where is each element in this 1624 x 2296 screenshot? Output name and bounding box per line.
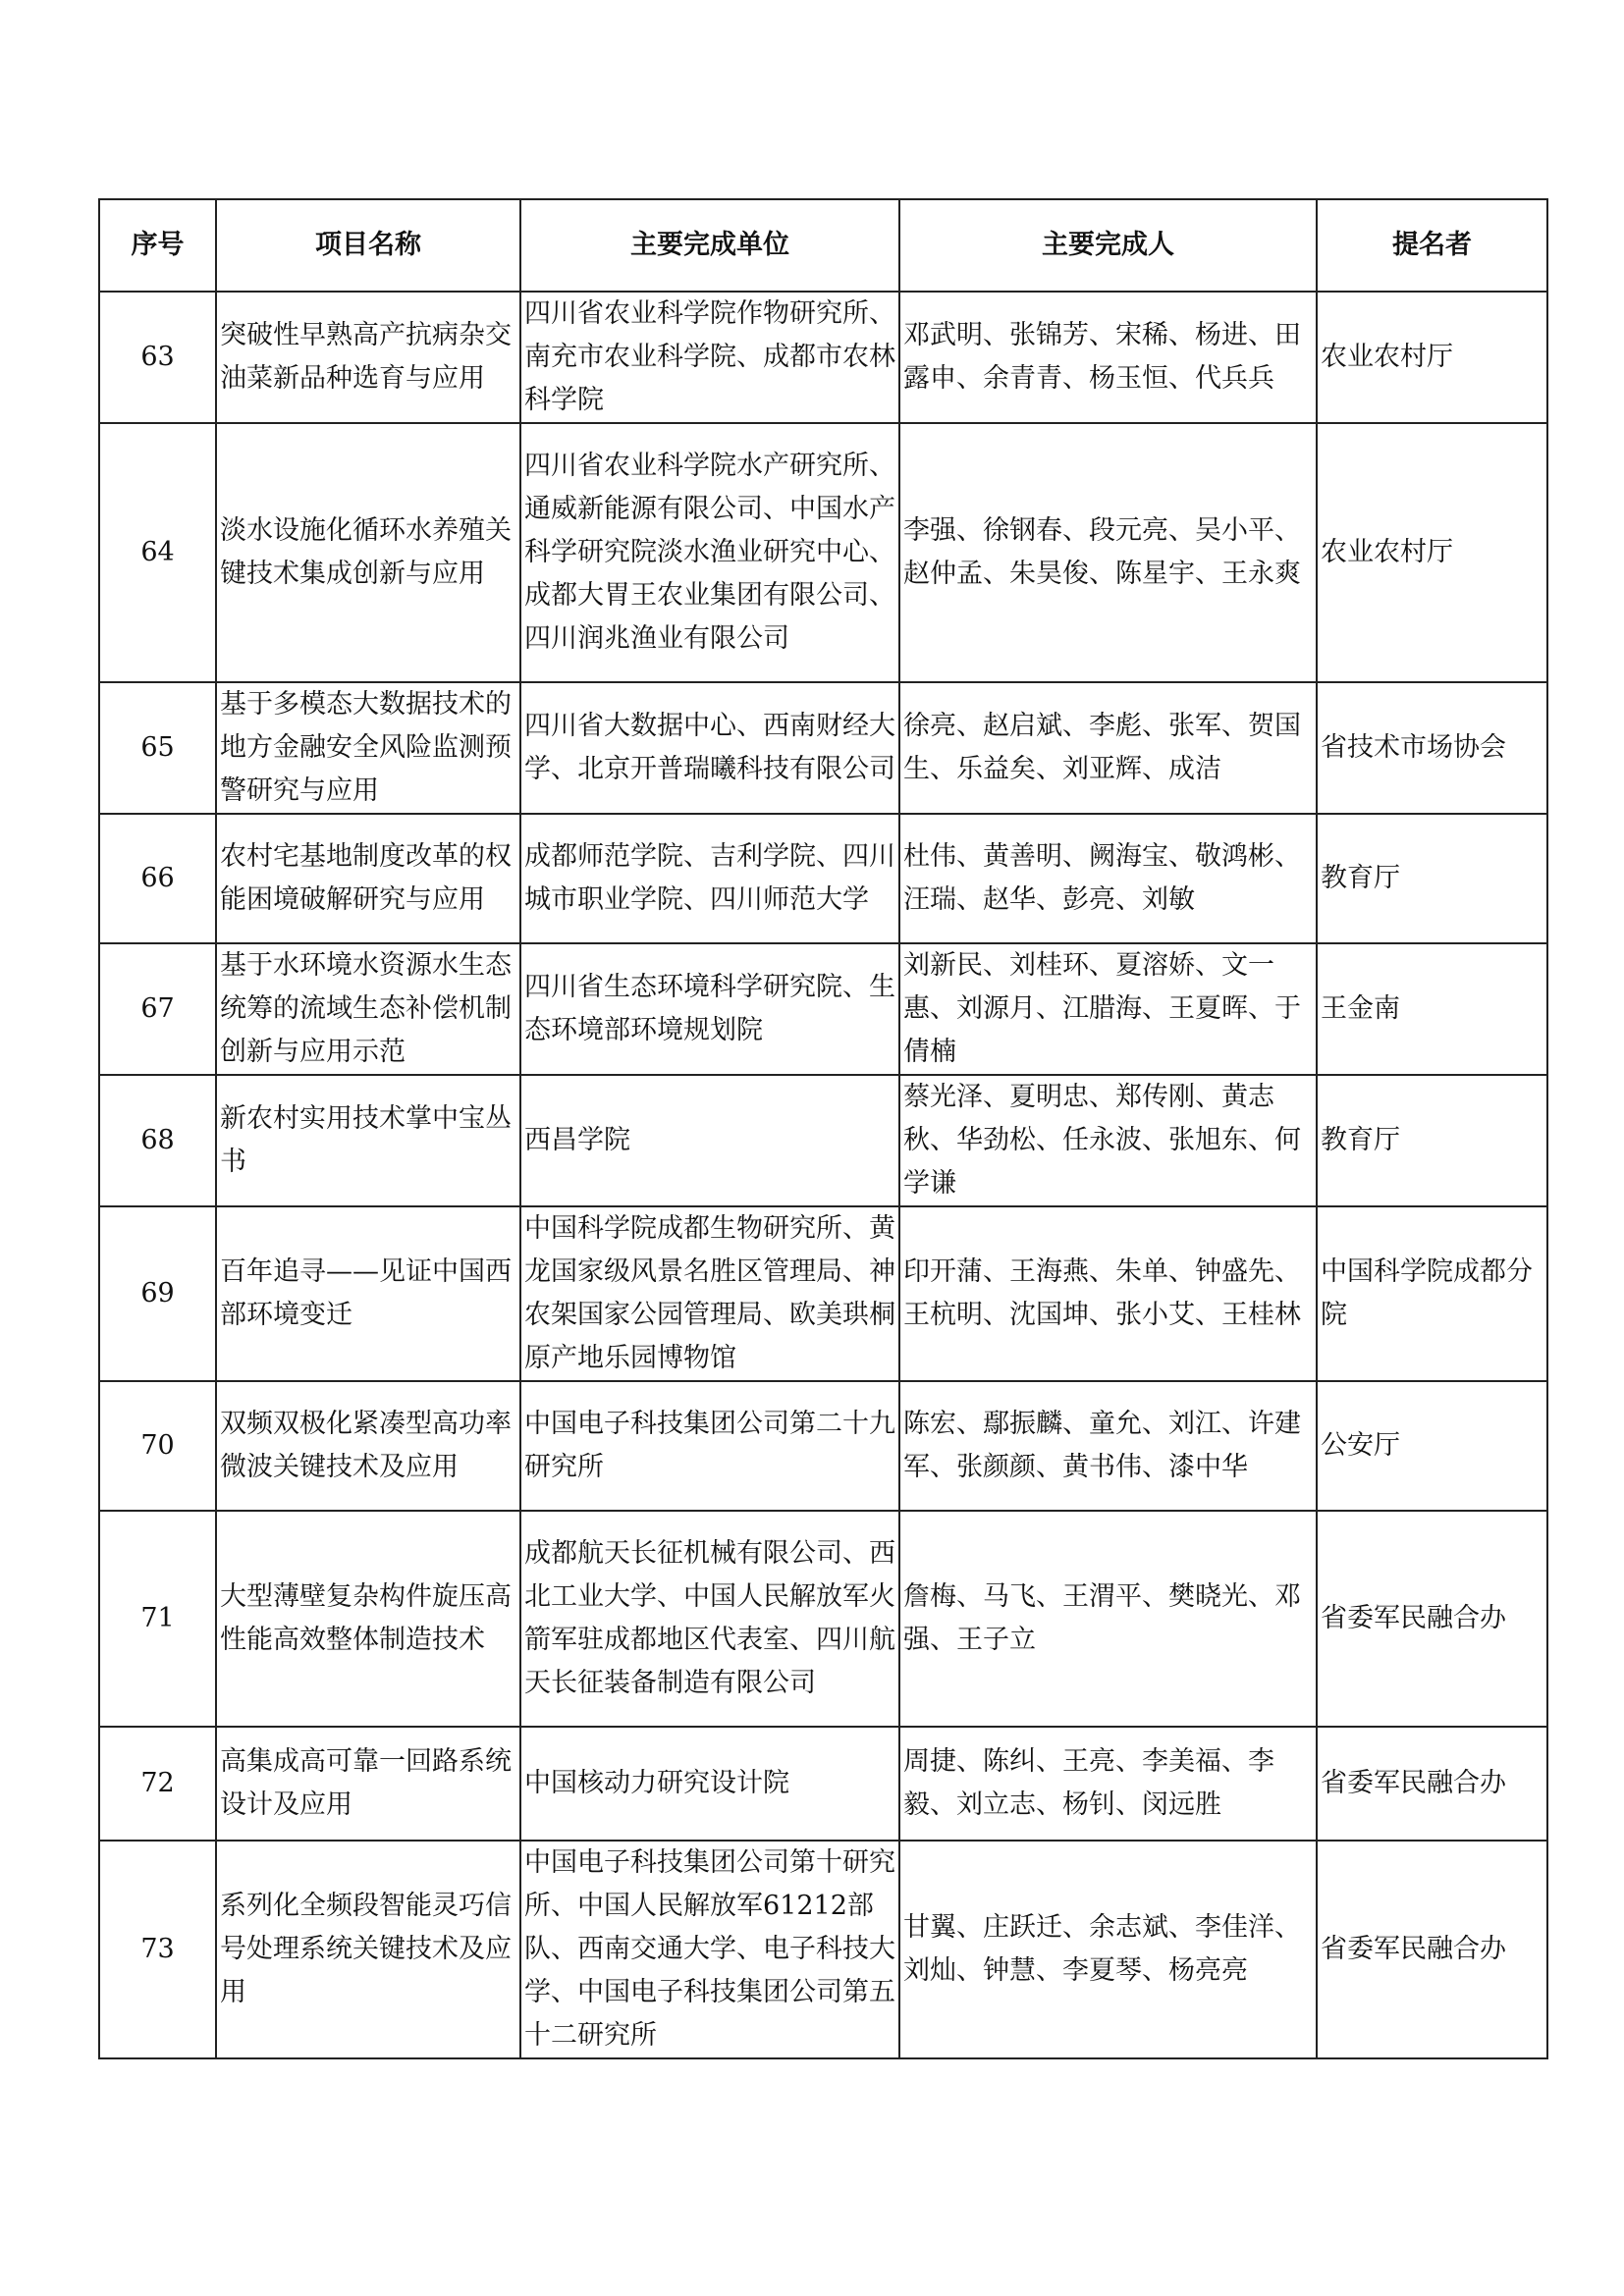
cell-people: 陈宏、鄢振麟、童允、刘江、许建军、张颜颜、黄书伟、漆中华 (899, 1381, 1317, 1511)
cell-units: 四川省农业科学院水产研究所、通威新能源有限公司、中国水产科学研究院淡水渔业研究中心、成都大胃王农业集团有限公司、四川润兆渔业有限公司 (520, 423, 899, 682)
cell-nominator: 教育厅 (1317, 814, 1547, 943)
table-row (99, 814, 1547, 943)
cell-project: 高集成高可靠一回路系统设计及应用 (216, 1727, 520, 1841)
table-row (99, 292, 1547, 423)
cell-project: 基于多模态大数据技术的地方金融安全风险监测预警研究与应用 (216, 682, 520, 814)
cell-units: 四川省生态环境科学研究院、生态环境部环境规划院 (520, 943, 899, 1075)
cell-people: 周捷、陈纠、王亮、李美福、李毅、刘立志、杨钊、闵远胜 (899, 1727, 1317, 1841)
cell-units: 四川省大数据中心、西南财经大学、北京开普瑞曦科技有限公司 (520, 682, 899, 814)
cell-nominator: 省委军民融合办 (1317, 1727, 1547, 1841)
cell-no: 64 (99, 423, 216, 682)
table-row (99, 423, 1547, 682)
header-project: 项目名称 (216, 199, 520, 292)
table-row (99, 1075, 1547, 1206)
table-header (99, 199, 1547, 292)
cell-units: 中国核动力研究设计院 (520, 1727, 899, 1841)
cell-people: 李强、徐钢春、段元亮、吴小平、赵仲孟、朱昊俊、陈星宇、王永爽 (899, 423, 1317, 682)
cell-no: 63 (99, 292, 216, 423)
cell-project: 淡水设施化循环水养殖关键技术集成创新与应用 (216, 423, 520, 682)
cell-people: 徐亮、赵启斌、李彪、张军、贺国生、乐益矣、刘亚辉、成洁 (899, 682, 1317, 814)
cell-units: 西昌学院 (520, 1075, 899, 1206)
header-no: 序号 (99, 199, 216, 292)
table-row (99, 943, 1547, 1075)
cell-units: 四川省农业科学院作物研究所、南充市农业科学院、成都市农林科学院 (520, 292, 899, 423)
table-row (99, 682, 1547, 814)
header-nominator: 提名者 (1317, 199, 1547, 292)
table-body (99, 292, 1547, 2058)
table-row (99, 1381, 1547, 1511)
cell-people: 邓武明、张锦芳、宋稀、杨进、田露申、余青青、杨玉恒、代兵兵 (899, 292, 1317, 423)
cell-project: 基于水环境水资源水生态统筹的流域生态补偿机制创新与应用示范 (216, 943, 520, 1075)
cell-no: 71 (99, 1511, 216, 1727)
cell-nominator: 中国科学院成都分院 (1317, 1206, 1547, 1381)
table-row (99, 1841, 1547, 2058)
cell-project: 双频双极化紧凑型高功率微波关键技术及应用 (216, 1381, 520, 1511)
cell-units: 中国电子科技集团公司第二十九研究所 (520, 1381, 899, 1511)
cell-project: 农村宅基地制度改革的权能困境破解研究与应用 (216, 814, 520, 943)
cell-project: 突破性早熟高产抗病杂交油菜新品种选育与应用 (216, 292, 520, 423)
cell-nominator: 教育厅 (1317, 1075, 1547, 1206)
cell-project: 大型薄壁复杂构件旋压高性能高效整体制造技术 (216, 1511, 520, 1727)
cell-no: 68 (99, 1075, 216, 1206)
cell-no: 73 (99, 1841, 216, 2058)
header-row (99, 199, 1547, 292)
table-row (99, 1511, 1547, 1727)
cell-units: 成都航天长征机械有限公司、西北工业大学、中国人民解放军火箭军驻成都地区代表室、四川航天长征装备制造有限公司 (520, 1511, 899, 1727)
cell-people: 刘新民、刘桂环、夏溶娇、文一惠、刘源月、江腊海、王夏晖、于倩楠 (899, 943, 1317, 1075)
header-units: 主要完成单位 (520, 199, 899, 292)
cell-nominator: 农业农村厅 (1317, 423, 1547, 682)
cell-people: 蔡光泽、夏明忠、郑传刚、黄志秋、华劲松、任永波、张旭东、何学谦 (899, 1075, 1317, 1206)
cell-people: 杜伟、黄善明、阙海宝、敬鸿彬、汪瑞、赵华、彭亮、刘敏 (899, 814, 1317, 943)
table-row (99, 1727, 1547, 1841)
cell-nominator: 公安厅 (1317, 1381, 1547, 1511)
cell-nominator: 农业农村厅 (1317, 292, 1547, 423)
cell-people: 甘翼、庄跃迁、余志斌、李佳洋、刘灿、钟慧、李夏琴、杨亮亮 (899, 1841, 1317, 2058)
cell-project: 新农村实用技术掌中宝丛书 (216, 1075, 520, 1206)
cell-nominator: 省委军民融合办 (1317, 1511, 1547, 1727)
awards-table (98, 198, 1548, 2059)
cell-no: 70 (99, 1381, 216, 1511)
cell-no: 65 (99, 682, 216, 814)
cell-units: 中国科学院成都生物研究所、黄龙国家级风景名胜区管理局、神农架国家公园管理局、欧美珙桐原产地乐园博物馆 (520, 1206, 899, 1381)
header-people: 主要完成人 (899, 199, 1317, 292)
cell-people: 詹梅、马飞、王渭平、樊晓光、邓强、王子立 (899, 1511, 1317, 1727)
cell-project: 系列化全频段智能灵巧信号处理系统关键技术及应用 (216, 1841, 520, 2058)
cell-units: 中国电子科技集团公司第十研究所、中国人民解放军61212部队、西南交通大学、电子科技大学、中国电子科技集团公司第五十二研究所 (520, 1841, 899, 2058)
cell-units: 成都师范学院、吉利学院、四川城市职业学院、四川师范大学 (520, 814, 899, 943)
cell-people: 印开蒲、王海燕、朱单、钟盛先、王杭明、沈国坤、张小艾、王桂林 (899, 1206, 1317, 1381)
cell-no: 66 (99, 814, 216, 943)
cell-nominator: 王金南 (1317, 943, 1547, 1075)
cell-nominator: 省技术市场协会 (1317, 682, 1547, 814)
cell-nominator: 省委军民融合办 (1317, 1841, 1547, 2058)
cell-no: 72 (99, 1727, 216, 1841)
cell-no: 67 (99, 943, 216, 1075)
cell-project: 百年追寻——见证中国西部环境变迁 (216, 1206, 520, 1381)
cell-no: 69 (99, 1206, 216, 1381)
table-row (99, 1206, 1547, 1381)
